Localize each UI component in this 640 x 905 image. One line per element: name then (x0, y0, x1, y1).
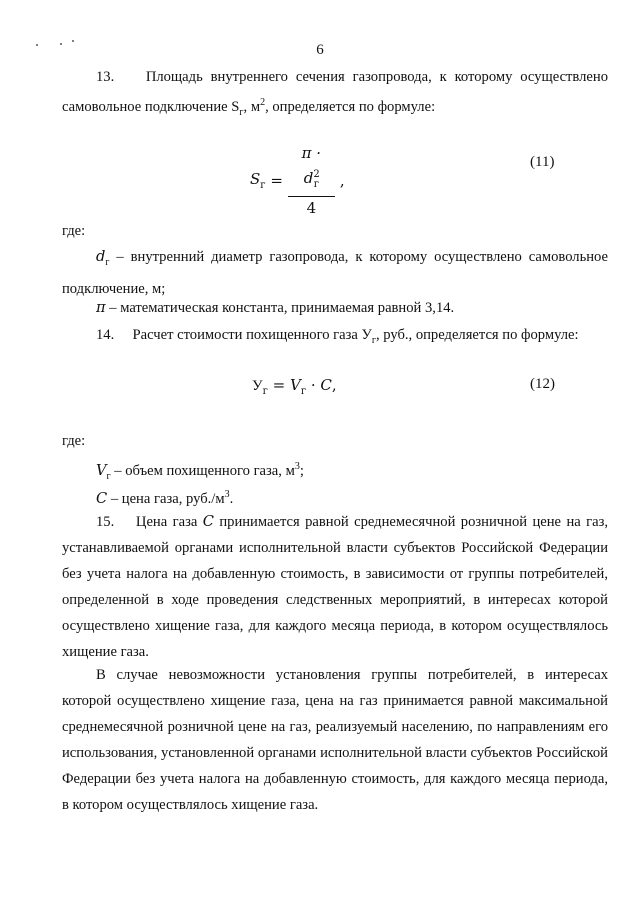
fraction-numerator: $\pi \cdot d^2_г$ (288, 142, 335, 197)
definition-c: C – цена газа, $руб./м^3$. (96, 489, 234, 507)
paragraph-13 (62, 64, 608, 126)
paragraph-14: 14. Расчет стоимости похищенного газа $У_г$, руб., определяется по формуле: (96, 327, 579, 346)
paragraph-text: , м (243, 98, 261, 115)
paragraph-text: Площадь внутреннего сечения газопровода, к которому осуществлено самовольное подключение S (62, 69, 608, 115)
paragraph-text: , определяется по формуле: (265, 98, 436, 115)
where-label: где: (62, 433, 86, 449)
fraction (288, 142, 335, 219)
fraction-denominator: 4 (306, 199, 317, 217)
subscript: г (239, 106, 244, 118)
formula-12-body: $У_г = V_г \cdot C$, (252, 376, 337, 397)
formula-11 (0, 140, 640, 217)
formula-trailing-comma: , (339, 171, 345, 190)
superscript: 2 (260, 97, 266, 108)
paragraph-16: В случае невозможности установления группы потребителей, в интересах которой осуществлено хищение газа, цена на газ принимается равной максимальной среднемесячной розничной цене на газ, реализуемый населению, по направлениям его использования, установленной органами исполнительной власти субъектов Российской Федерации без учета налога на добавленную стоимость, для каждого месяца периода, в котором осуществлялось хищение газа. (62, 667, 608, 813)
definition-d: $d_г$ – внутренний диаметр газопровода, к которому осуществлено самовольное подключение, м; (62, 248, 608, 297)
paragraph-number: 13. (96, 69, 115, 85)
paragraph-15: 15. Цена газа C принимается равной среднемесячной розничной цене на газ, устанавливаемой органами исполнительной власти субъектов Российской Федерации без учета налога на добавленную стоимость, в зависимости от группы потребителей, определенной в ходе проведения следственных мероприятий, в интересах которой осуществлено хищение газа, для каждого месяца периода, в котором осуществлялось хищение газа. (62, 513, 609, 660)
definition-v: $V_г$ – объем похищенного газа, $м^3$; (96, 461, 304, 482)
formula-number: (11) (530, 154, 555, 170)
page-number: 6 (316, 42, 324, 58)
formula-11-body (250, 142, 345, 219)
where-label: где: (62, 223, 86, 239)
formula-12 (0, 372, 640, 422)
definition-pi: π – математическая константа, принимаемая равной 3,14. (96, 299, 455, 316)
equals-sign: = (270, 171, 283, 190)
formula-lhs: $S_г$ (250, 170, 266, 191)
formula-number: (12) (530, 376, 555, 392)
